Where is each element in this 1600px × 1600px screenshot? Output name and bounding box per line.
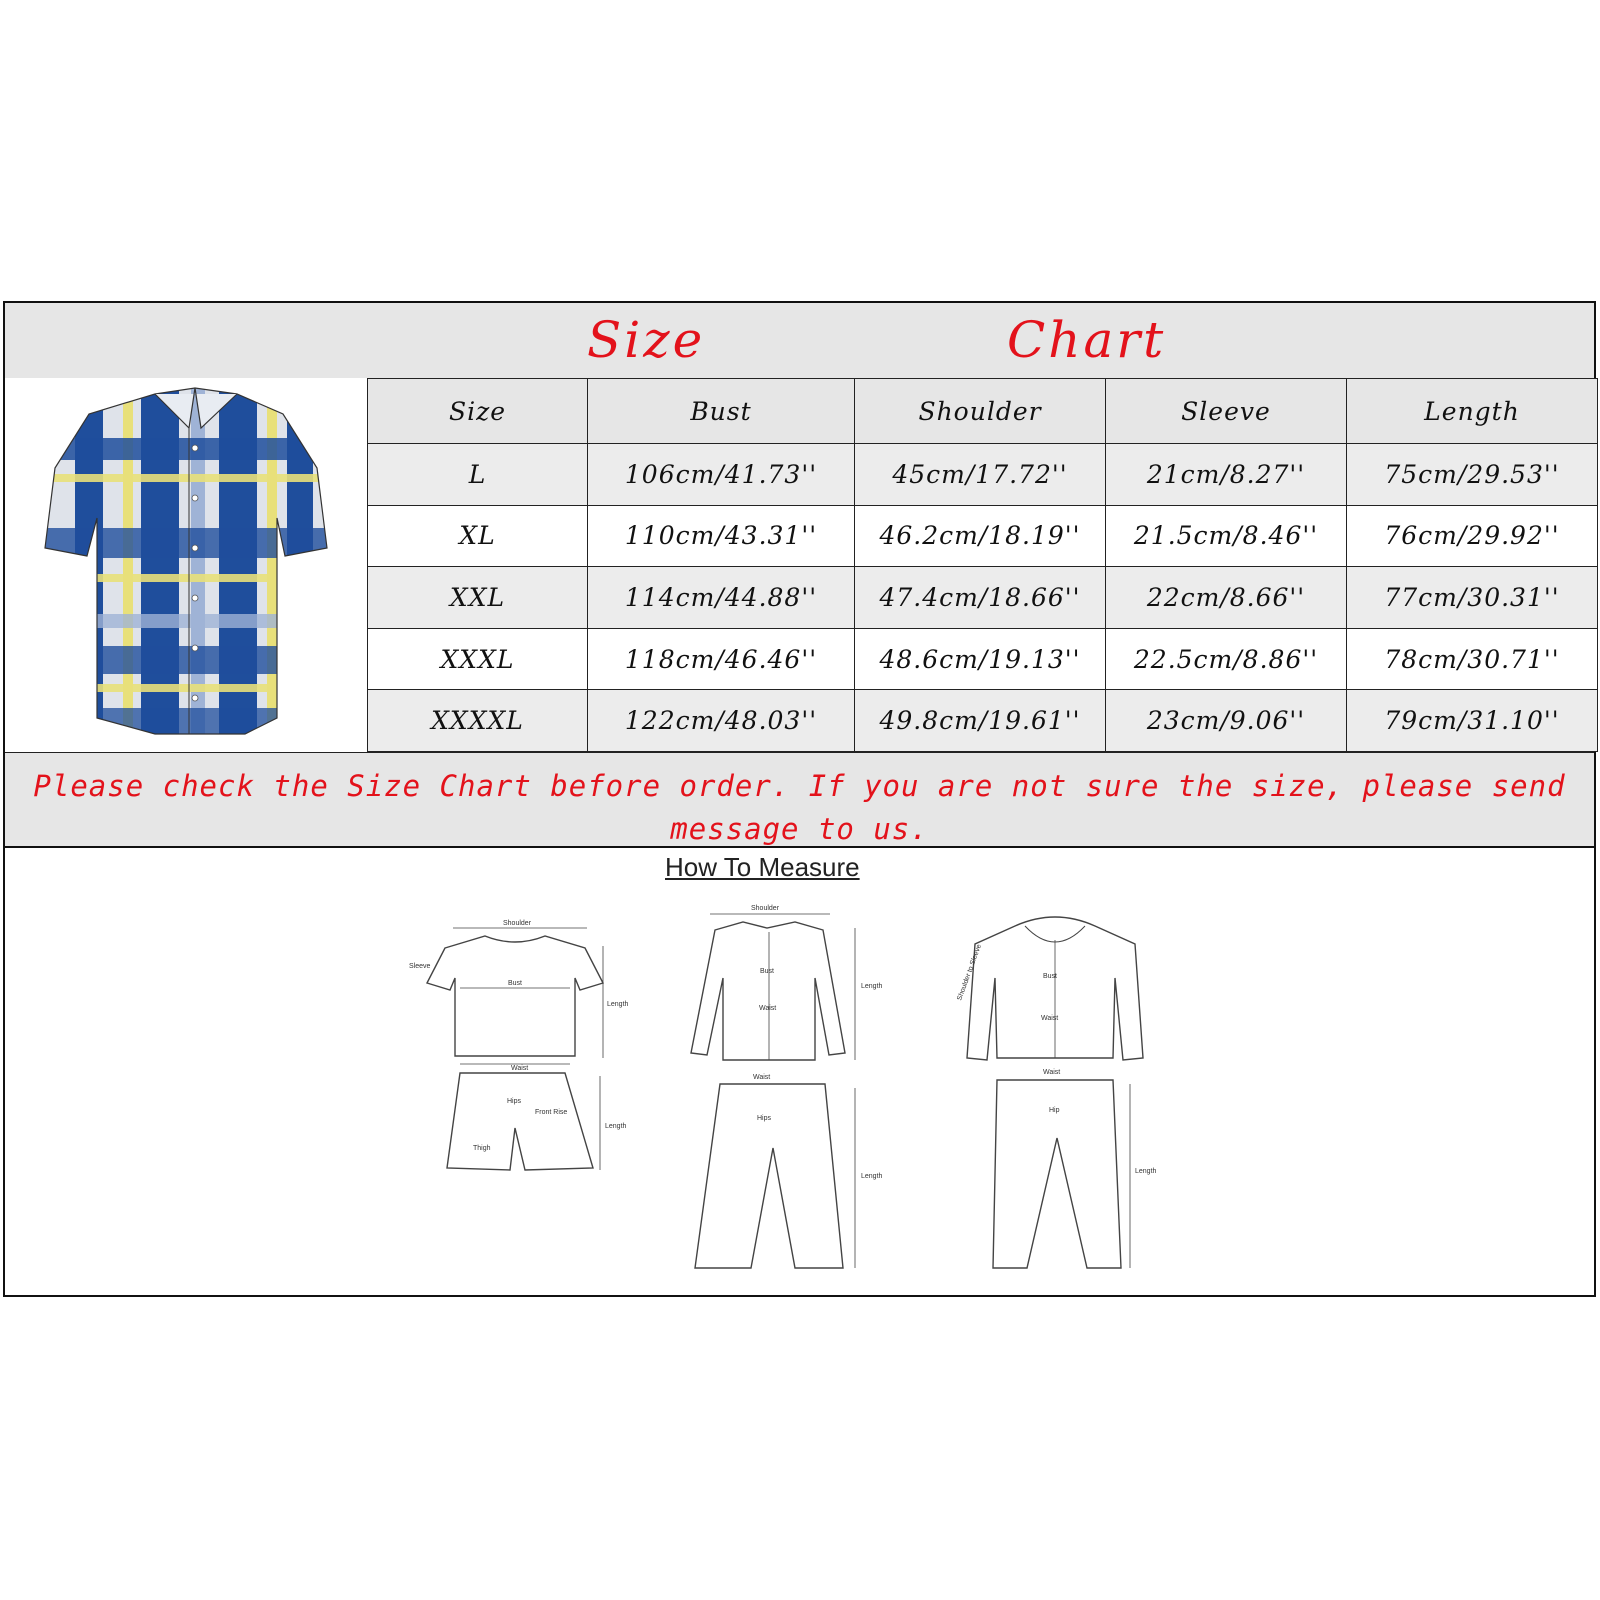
- measure-diagrams: [375, 848, 1225, 1295]
- measure-title: How To Measure: [665, 852, 860, 882]
- label-shirt-shoulder: Shoulder: [751, 905, 780, 912]
- cell-size: XXXL: [368, 628, 588, 690]
- hoodie-diagram: [956, 917, 1143, 1060]
- header-bust: Bust: [588, 379, 855, 444]
- cell-sleeve: 21.5cm/8.46'': [1106, 505, 1347, 567]
- cell-length: 79cm/31.10'': [1347, 690, 1598, 752]
- label-hoodie-bust: Bust: [1043, 973, 1058, 980]
- title-size: Size: [587, 311, 706, 369]
- cell-sleeve: 22.5cm/8.86'': [1106, 628, 1347, 690]
- label-hoodie-waist: Waist: [1041, 1015, 1059, 1022]
- label-pants-hips: Hips: [757, 1115, 772, 1122]
- how-to-measure: [375, 848, 1225, 1295]
- table-row: [368, 505, 1598, 567]
- header-shoulder: Shoulder: [855, 379, 1106, 444]
- label-joggers-hip: Hip: [1049, 1107, 1060, 1114]
- cell-bust: 122cm/48.03'': [588, 690, 855, 752]
- plaid-shirt-icon: [5, 378, 367, 752]
- label-shorts-length: Length: [605, 1123, 627, 1130]
- title-band: [5, 303, 1594, 379]
- header-sleeve: Sleeve: [1106, 379, 1347, 444]
- label-hips: Hips: [507, 1098, 522, 1105]
- order-notice: [5, 752, 1594, 848]
- cell-sleeve: 23cm/9.06'': [1106, 690, 1347, 752]
- cell-shoulder: 48.6cm/19.13'': [855, 628, 1106, 690]
- label-shirt-waist: Waist: [759, 1005, 777, 1012]
- label-thigh: Thigh: [473, 1145, 491, 1152]
- cell-length: 78cm/30.71'': [1347, 628, 1598, 690]
- label-joggers-length: Length: [1135, 1168, 1157, 1175]
- cell-length: 75cm/29.53'': [1347, 444, 1598, 506]
- cell-bust: 110cm/43.31'': [588, 505, 855, 567]
- label-shoulder: Shoulder: [503, 920, 532, 927]
- cell-sleeve: 22cm/8.66'': [1106, 567, 1347, 629]
- cell-size: XXXXL: [368, 690, 588, 752]
- cell-bust: 118cm/46.46'': [588, 628, 855, 690]
- label-front-rise: Front Rise: [535, 1109, 568, 1116]
- order-notice-text: Please check the Size Chart before order. If you are not sure the size, please send message to us.: [33, 769, 1566, 846]
- cell-shoulder: 49.8cm/19.61'': [855, 690, 1106, 752]
- pants-diagram: [695, 1074, 883, 1268]
- table-row: [368, 690, 1598, 752]
- table-row: [368, 628, 1598, 690]
- cell-sleeve: 21cm/8.27'': [1106, 444, 1347, 506]
- shorts-diagram: [447, 1073, 627, 1170]
- header-length: Length: [1347, 379, 1598, 444]
- cell-size: XL: [368, 505, 588, 567]
- label-pants-waist: Waist: [753, 1074, 771, 1081]
- button-shirt-diagram: [691, 905, 883, 1060]
- cell-bust: 114cm/44.88'': [588, 567, 855, 629]
- cell-shoulder: 47.4cm/18.66'': [855, 567, 1106, 629]
- cell-length: 77cm/30.31'': [1347, 567, 1598, 629]
- label-bust: Bust: [508, 980, 523, 987]
- label-joggers-waist: Waist: [1043, 1069, 1061, 1076]
- title-chart: Chart: [1007, 311, 1167, 369]
- label-length: Length: [607, 1001, 629, 1008]
- joggers-diagram: [993, 1069, 1157, 1268]
- label-pants-length: Length: [861, 1173, 883, 1180]
- cell-bust: 106cm/41.73'': [588, 444, 855, 506]
- cell-length: 76cm/29.92'': [1347, 505, 1598, 567]
- tshirt-diagram: [409, 920, 629, 1072]
- label-waist: Waist: [511, 1065, 529, 1072]
- cell-size: XXL: [368, 567, 588, 629]
- label-shirt-length: Length: [861, 983, 883, 990]
- label-shirt-bust: Bust: [760, 968, 775, 975]
- cell-shoulder: 46.2cm/18.19'': [855, 505, 1106, 567]
- size-chart-panel: [3, 301, 1596, 1297]
- table-row: [368, 567, 1598, 629]
- size-table: [367, 378, 1598, 752]
- header-size: Size: [368, 379, 588, 444]
- table-row: [368, 444, 1598, 506]
- cell-size: L: [368, 444, 588, 506]
- label-sleeve: Sleeve: [409, 963, 431, 970]
- product-image: [5, 378, 367, 752]
- cell-shoulder: 45cm/17.72'': [855, 444, 1106, 506]
- label-shoulder-to-sleeve: Shoulder to Sleeve: [956, 943, 984, 1002]
